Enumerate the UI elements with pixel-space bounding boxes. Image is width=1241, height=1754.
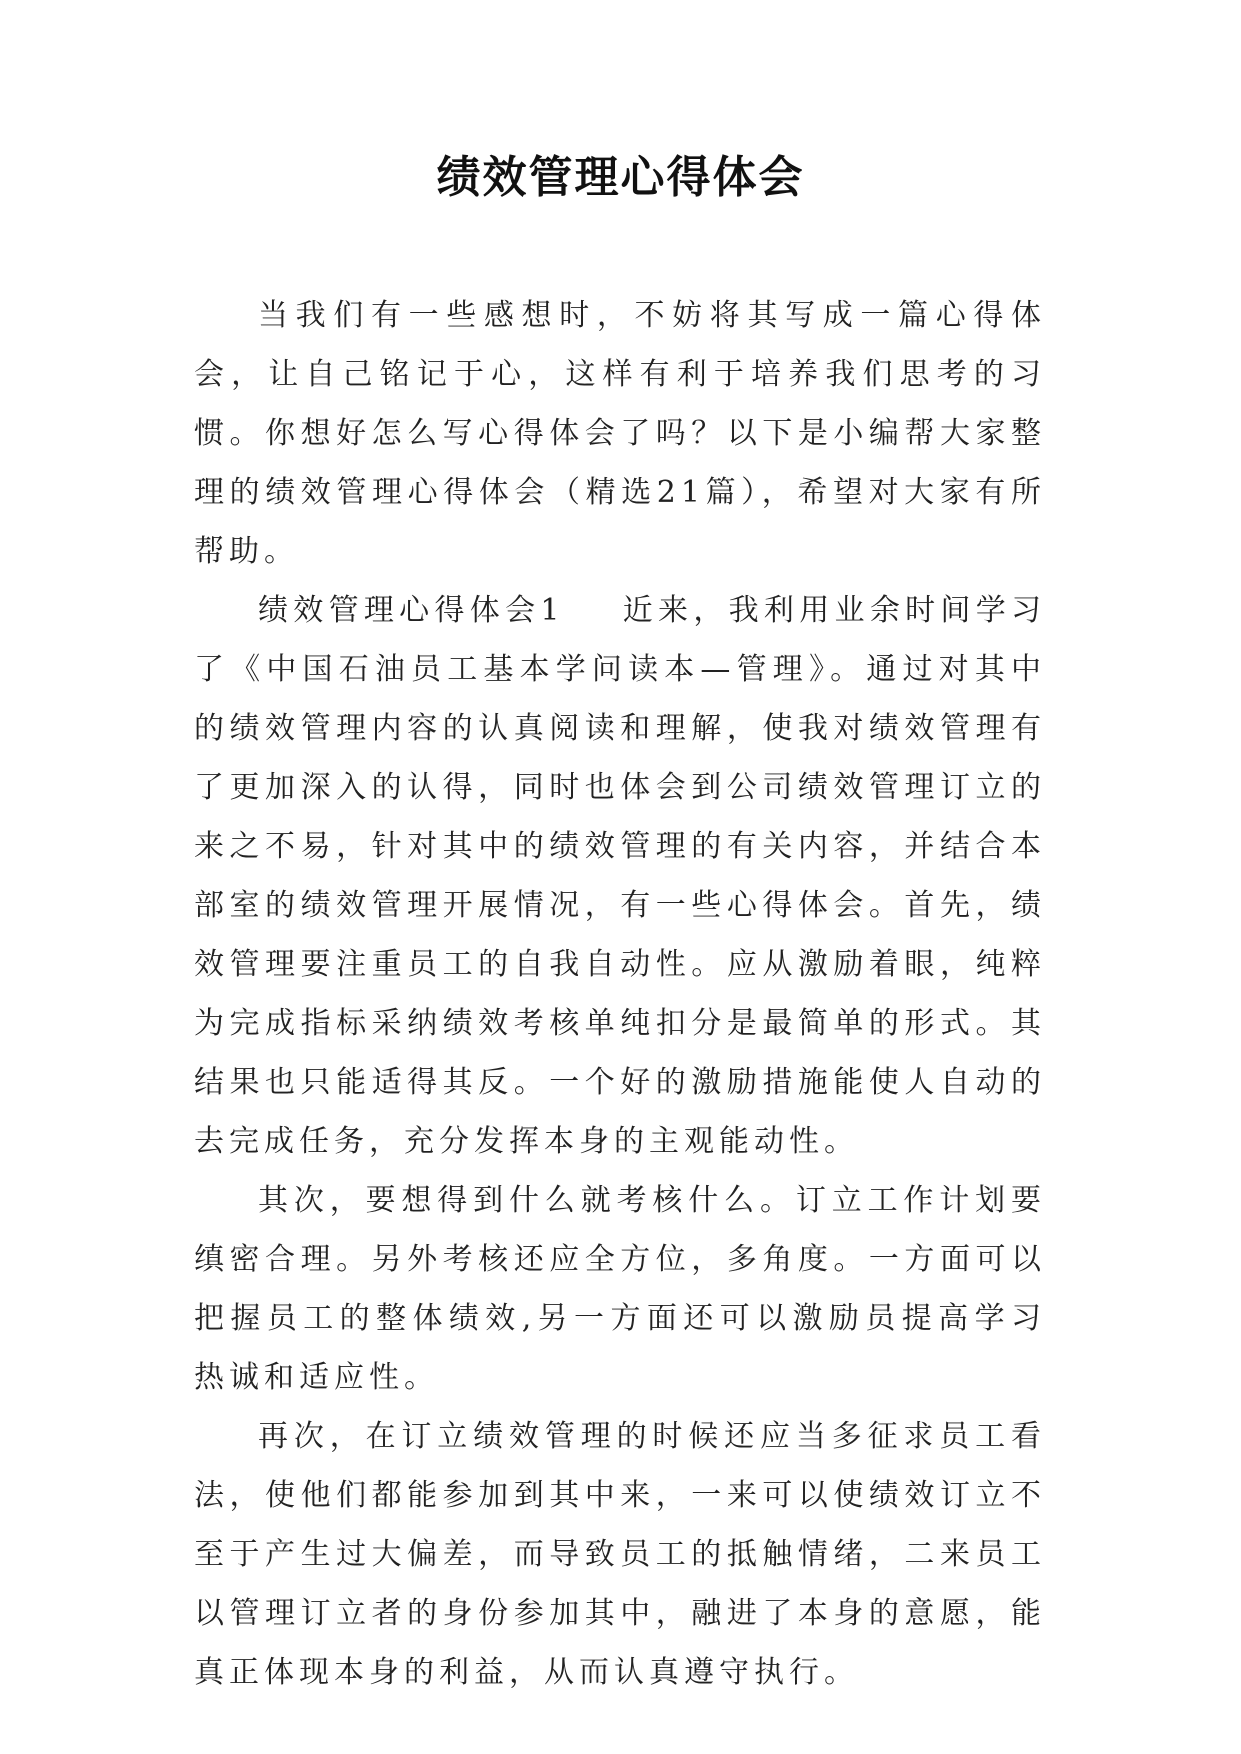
section1-paragraph bbox=[194, 581, 1046, 1171]
document-title: 绩效管理心得体会 bbox=[436, 152, 805, 203]
section1-heading: 绩效管理心得体会1 bbox=[258, 593, 565, 628]
section1-text: 近来，我利用业余时间学习了《中国石油员工基本学问读本—管理》。通过对其中的绩效管理内容的认真阅读和理解，使我对绩效管理有了更加深入的认得，同时也体会到公司绩效管理订立的来之不易，针对其中的绩效管理的有关内容，并结合本部室的绩效管理开展情况，有一些心得体会。首先，绩效管理要注重员工的自我自动性。应从激励着眼，纯粹为完成指标采纳绩效考核单纯扣分是最简单的形式。其结果也只能适得其反。一个好的激励措施能使人自动的去完成任务，充分发挥本身的主观能动性。 bbox=[194, 593, 1046, 1159]
third-paragraph: 再次，在订立绩效管理的时候还应当多征求员工看法，使他们都能参加到其中来，一来可以使绩效订立不至于产生过大偏差，而导致员工的抵触情绪，二来员工以管理订立者的身份参加其中，融进了本身的意愿，能真正体现本身的利益，从而认真遵守执行。 bbox=[194, 1419, 1046, 1690]
document-body bbox=[194, 286, 1046, 1702]
second-paragraph: 其次，要想得到什么就考核什么。订立工作计划要缜密合理。另外考核还应全方位，多角度。一方面可以把握员工的整体绩效,另一方面还可以激励员提高学习热诚和适应性。 bbox=[194, 1183, 1046, 1395]
intro-paragraph: 当我们有一些感想时，不妨将其写成一篇心得体会，让自己铭记于心，这样有利于培养我们思考的习惯。你想好怎么写心得体会了吗？以下是小编帮大家整理的绩效管理心得体会（精选21篇），希望对大家有所帮助。 bbox=[194, 298, 1046, 569]
